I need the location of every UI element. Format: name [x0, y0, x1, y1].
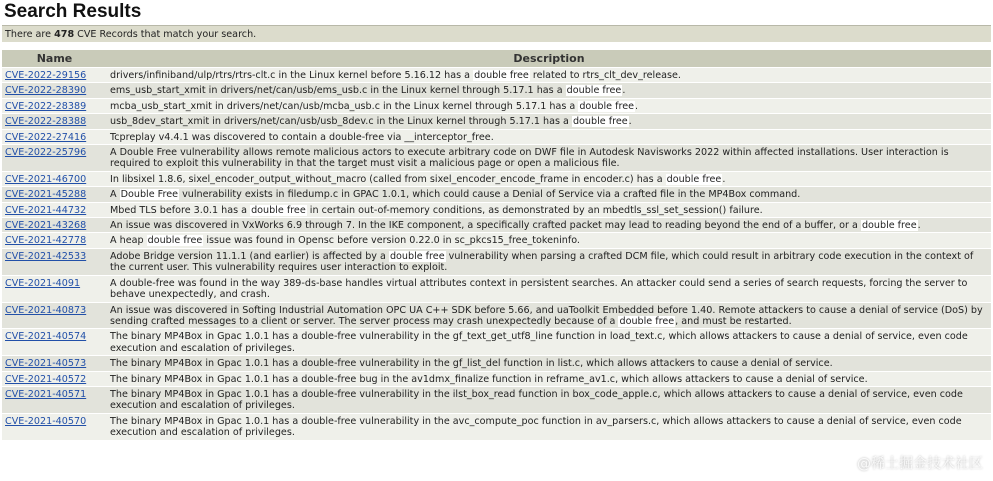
results-count: 478: [54, 29, 75, 40]
description-text: The binary MP4Box in Gpac 1.0.1 has a double-free vulnerability in the avc_compute_poc function in av_parsers.c, which allows attackers to cause a denial of service, even code execution and escalation of privileges.: [110, 415, 962, 439]
description-cell: [107, 145, 991, 172]
cve-link[interactable]: CVE-2021-46700: [5, 173, 87, 185]
table-row: [2, 248, 991, 275]
cve-link[interactable]: CVE-2022-28388: [5, 116, 87, 128]
description-cell: [107, 68, 991, 83]
description-text: drivers/infiniband/ulp/rtrs/rtrs-clt.c in the Linux kernel before 5.16.12 has a: [110, 70, 474, 81]
cve-link[interactable]: CVE-2021-43268: [5, 220, 87, 232]
description-cell: [107, 356, 991, 371]
description-text-tail: vulnerability exists in filedump.c in GPAC 1.0.1, which could cause a Denial of Service via a crafted file in the MP4Box command.: [179, 189, 801, 201]
search-term-highlight: double free: [572, 116, 628, 128]
description-text-tail: .: [917, 220, 921, 232]
cve-name-cell: [2, 386, 107, 413]
description-cell: [107, 98, 991, 113]
description-text: The binary MP4Box in Gpac 1.0.1 has a double-free vulnerability in the gf_list_del function in list.c, which allows attackers to cause a denial of service.: [110, 358, 833, 370]
table-row: [2, 129, 991, 144]
search-term-highlight: Double Free: [120, 189, 179, 201]
cve-link[interactable]: CVE-2021-40570: [5, 415, 87, 427]
table-row: [2, 83, 991, 98]
cve-name-cell: [2, 413, 107, 440]
watermark-text: @稀土掘金技术社区: [857, 456, 983, 472]
table-row: [2, 145, 991, 172]
description-cell: [107, 171, 991, 186]
table-row: [2, 233, 991, 248]
description-text: A heap: [110, 235, 147, 247]
search-term-highlight: double free: [579, 100, 635, 112]
cve-name-cell: [2, 233, 107, 248]
table-row: [2, 356, 991, 371]
description-text-tail: .: [622, 85, 626, 97]
search-term-highlight: double free: [251, 204, 306, 216]
cve-name-cell: [2, 83, 107, 98]
cve-link[interactable]: CVE-2022-28390: [5, 85, 87, 97]
search-term-highlight: double free: [389, 250, 445, 262]
table-row: [2, 371, 991, 386]
description-text: An issue was discovered in Softing Industrial Automation OPC UA C++ SDK before 5.66, and uaToolkit Embedded before 1.40. Remote attackers to cause a denial of service (DoS) by sending crafted messages to a client or server. The server process may crash unexpectedly because of a: [110, 304, 983, 327]
cve-name-cell: [2, 202, 107, 217]
results-table: [2, 50, 991, 441]
cve-name-cell: [2, 68, 107, 83]
cve-name-cell: [2, 329, 107, 356]
description-text-tail: .: [722, 173, 726, 185]
description-text: The binary MP4Box in Gpac 1.0.1 has a double-free bug in the av1dmx_finalize function in reframe_av1.c, which allows attackers to cause a denial of service.: [110, 373, 868, 385]
search-term-highlight: double free: [619, 315, 675, 327]
description-text: A: [110, 189, 120, 201]
notice-suffix: CVE Records that match your search.: [74, 29, 257, 40]
search-term-highlight: double free: [147, 235, 203, 247]
table-row: [2, 386, 991, 413]
description-cell: [107, 248, 991, 275]
table-row: [2, 202, 991, 217]
table-header-row: [2, 50, 991, 68]
description-cell: [107, 413, 991, 440]
results-count-notice: [2, 25, 991, 42]
table-row: [2, 98, 991, 113]
column-header-name: Name: [2, 50, 107, 68]
cve-name-cell: [2, 275, 107, 302]
table-row: [2, 329, 991, 356]
cve-name-cell: [2, 302, 107, 329]
description-text-tail: .: [635, 100, 639, 112]
description-text-tail: vulnerability when parsing a crafted DCM file, which could result in arbitrary code execution in the context of the current user. This vulnerability requires user interaction to exploit.: [110, 250, 974, 274]
cve-link[interactable]: CVE-2021-40873: [5, 304, 87, 316]
cve-name-cell: [2, 187, 107, 202]
page-title: Search Results: [4, 1, 142, 22]
cve-name-cell: [2, 356, 107, 371]
cve-name-cell: [2, 171, 107, 186]
search-term-highlight: double free: [666, 173, 722, 185]
cve-link[interactable]: CVE-2021-42778: [5, 235, 87, 247]
table-row: [2, 68, 991, 83]
cve-link[interactable]: CVE-2021-4091: [5, 277, 81, 289]
cve-link[interactable]: CVE-2022-27416: [5, 131, 87, 143]
table-row: [2, 275, 991, 302]
description-text: The binary MP4Box in Gpac 1.0.1 has a double-free vulnerability in the ilst_box_read function in box_code_apple.c, which allows attackers to cause a denial of service, even code execution and escalation of privileges.: [110, 388, 963, 412]
table-row: [2, 187, 991, 202]
description-cell: [107, 371, 991, 386]
search-term-highlight: double free: [474, 70, 529, 81]
description-cell: [107, 386, 991, 413]
description-text: Adobe Bridge version 11.1.1 (and earlier) is affected by a: [110, 250, 389, 262]
table-row: [2, 413, 991, 440]
description-text: Mbed TLS before 3.0.1 has a: [110, 204, 251, 216]
cve-name-cell: [2, 129, 107, 144]
description-text: An issue was discovered in VxWorks 6.9 through 7. In the IKE component, a specifically crafted packet may lead to reading beyond the end of a buffer, or a: [110, 220, 861, 232]
description-text-tail: related to rtrs_clt_dev_release.: [529, 70, 681, 81]
cve-link[interactable]: CVE-2021-40572: [5, 373, 87, 385]
cve-name-cell: [2, 248, 107, 275]
cve-name-cell: [2, 218, 107, 233]
notice-prefix: There are: [5, 29, 55, 40]
description-cell: [107, 202, 991, 217]
table-row: [2, 114, 991, 129]
description-cell: [107, 114, 991, 129]
description-text: usb_8dev_start_xmit in drivers/net/can/usb/usb_8dev.c in the Linux kernel through 5.17.1 has a: [110, 116, 572, 128]
table-row: [2, 218, 991, 233]
description-cell: [107, 275, 991, 302]
cve-link[interactable]: CVE-2021-40574: [5, 331, 87, 343]
description-text: ems_usb_start_xmit in drivers/net/can/usb/ems_usb.c in the Linux kernel through 5.17.1 has a: [110, 85, 566, 97]
description-text: In libsixel 1.8.6, sixel_encoder_output_without_macro (called from sixel_encoder_encode_frame in encoder.c) has a: [110, 173, 666, 185]
description-text: A double-free was found in the way 389-ds-base handles virtual attributes context in persistent searches. An attacker could send a series of search requests, forcing the server to behave unexpectedly, and crash.: [110, 277, 968, 301]
description-cell: [107, 329, 991, 356]
cve-link[interactable]: CVE-2022-29156: [5, 70, 87, 81]
description-text-tail: , and must be restarted.: [675, 315, 792, 327]
cve-link[interactable]: CVE-2022-28389: [5, 100, 87, 112]
description-cell: [107, 129, 991, 144]
description-text: The binary MP4Box in Gpac 1.0.1 has a double-free vulnerability in the gf_text_get_utf8_line function in load_text.c, which allows attackers to cause a denial of service, even code execution and escalation of privileges.: [110, 331, 968, 354]
description-text: Tcpreplay v4.4.1 was discovered to contain a double-free via __interceptor_free.: [110, 131, 494, 143]
cve-link[interactable]: CVE-2021-45288: [5, 189, 87, 201]
description-text-tail: issue was found in Opensc before version 0.22.0 in sc_pkcs15_free_tokeninfo.: [203, 235, 580, 247]
cve-name-cell: [2, 98, 107, 113]
cve-name-cell: [2, 114, 107, 129]
cve-link[interactable]: CVE-2021-42533: [5, 250, 87, 262]
search-term-highlight: double free: [566, 85, 622, 97]
description-cell: [107, 187, 991, 202]
cve-name-cell: [2, 371, 107, 386]
cve-link[interactable]: CVE-2021-40573: [5, 358, 87, 370]
description-text: A Double Free vulnerability allows remote malicious actors to execute arbitrary code on DWF file in Autodesk Navisworks 2022 within affected installations. User interaction is required to exploit this vulnerability in that the target must visit a malicious page or open a malicious file.: [110, 147, 949, 170]
description-text-tail: in certain out-of-memory conditions, as demonstrated by an mbedtls_ssl_set_session() failure.: [306, 204, 763, 216]
description-cell: [107, 83, 991, 98]
cve-link[interactable]: CVE-2021-44732: [5, 204, 87, 216]
cve-name-cell: [2, 145, 107, 172]
search-term-highlight: double free: [861, 220, 917, 232]
table-row: [2, 171, 991, 186]
description-text-tail: .: [628, 116, 632, 128]
description-cell: [107, 302, 991, 329]
description-cell: [107, 233, 991, 248]
table-row: [2, 302, 991, 329]
description-cell: [107, 218, 991, 233]
cve-link[interactable]: CVE-2022-25796: [5, 147, 87, 159]
cve-link[interactable]: CVE-2021-40571: [5, 388, 87, 400]
description-text: mcba_usb_start_xmit in drivers/net/can/usb/mcba_usb.c in the Linux kernel through 5.17.1 has a: [110, 100, 579, 112]
column-header-description: Description: [107, 50, 991, 68]
